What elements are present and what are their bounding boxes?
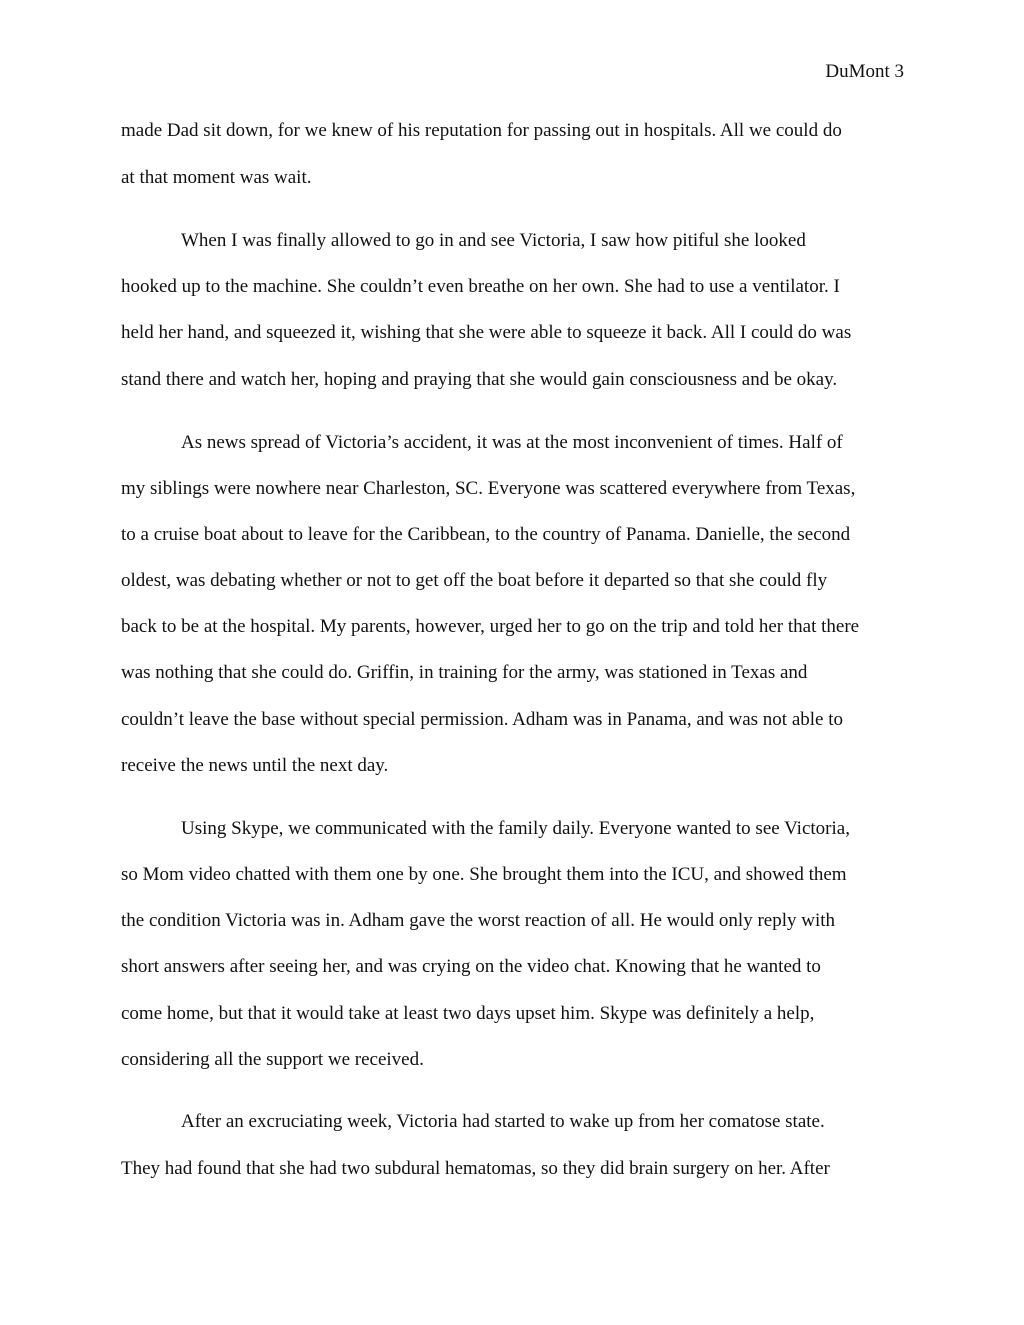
text-line: was nothing that she could do. Griffin, in training for the army, was stationed in Texas and (121, 662, 808, 683)
paragraph-first-line: When I was finally allowed to go in and see Victoria, I saw how pitiful she looked (181, 230, 806, 251)
text-line: considering all the support we received. (121, 1049, 424, 1070)
text-line: stand there and watch her, hoping and praying that she would gain consciousness and be okay. (121, 369, 838, 390)
text-line: the condition Victoria was in. Adham gave the worst reaction of all. He would only reply with (121, 910, 836, 931)
text-line: made Dad sit down, for we knew of his reputation for passing out in hospitals. All we could do (121, 120, 842, 141)
paragraph-first-line: After an excruciating week, Victoria had started to wake up from her comatose state. (181, 1111, 825, 1132)
text-line: hooked up to the machine. She couldn’t even breathe on her own. She had to use a ventilator. I (121, 276, 840, 297)
text-line: so Mom video chatted with them one by one. She brought them into the ICU, and showed them (121, 864, 847, 885)
text-line: at that moment was wait. (121, 167, 312, 188)
text-line: back to be at the hospital. My parents, however, urged her to go on the trip and told her that there (121, 616, 860, 637)
running-head: DuMont 3 (825, 61, 904, 82)
paragraph-first-line: As news spread of Victoria’s accident, it was at the most inconvenient of times. Half of (181, 432, 843, 453)
text-line: held her hand, and squeezed it, wishing that she were able to squeeze it back. All I could do was (121, 322, 852, 343)
text-line: my siblings were nowhere near Charleston, SC. Everyone was scattered everywhere from Texas, (121, 478, 856, 499)
paragraph-first-line: Using Skype, we communicated with the family daily. Everyone wanted to see Victoria, (181, 818, 850, 839)
text-line: oldest, was debating whether or not to get off the boat before it departed so that she could fly (121, 570, 828, 591)
text-line: short answers after seeing her, and was crying on the video chat. Knowing that he wanted to (121, 956, 821, 977)
text-line: to a cruise boat about to leave for the Caribbean, to the country of Panama. Danielle, the second (121, 524, 851, 545)
text-line: couldn’t leave the base without special permission. Adham was in Panama, and was not able to (121, 709, 844, 730)
text-line: They had found that she had two subdural hematomas, so they did brain surgery on her. After (121, 1158, 830, 1179)
text-line: receive the news until the next day. (121, 755, 389, 776)
text-line: come home, but that it would take at least two days upset him. Skype was definitely a help, (121, 1003, 815, 1024)
